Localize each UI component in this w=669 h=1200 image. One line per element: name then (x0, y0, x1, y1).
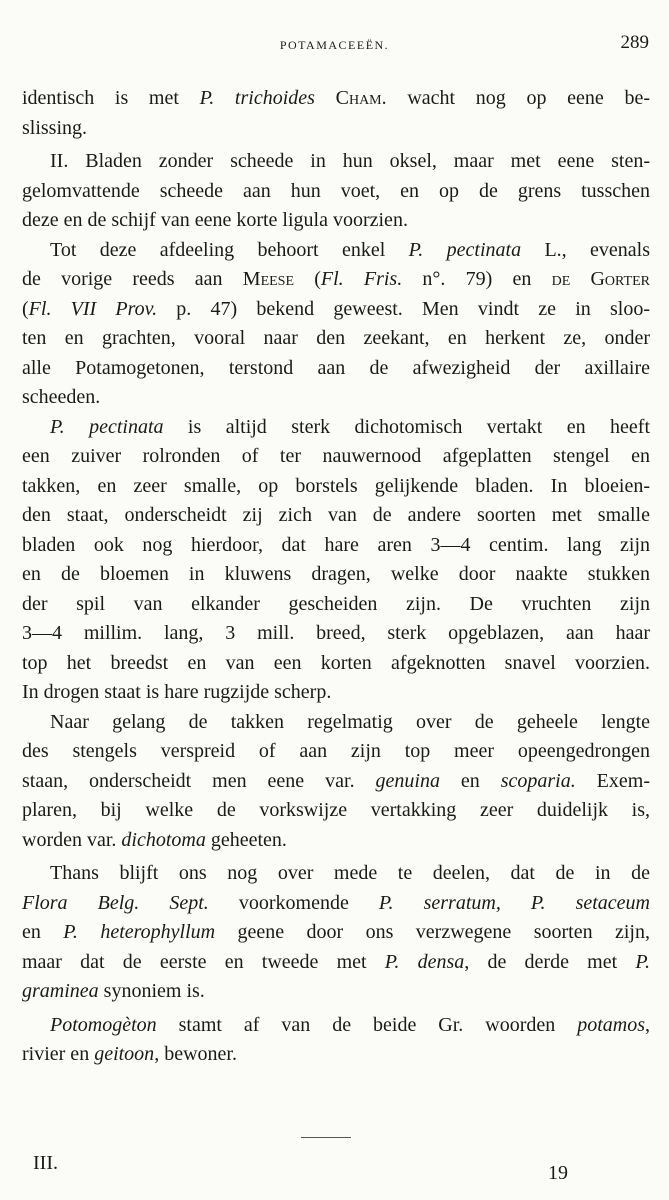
text-line: Potomogèton stamt af van de beide Gr. woorden potamos, (50, 1013, 650, 1036)
text-line: de vorige reeds aan Meese (Fl. Fris. n°. 79) en de Gorter (22, 268, 650, 290)
text-line: rivier en geitoon, bewoner. (22, 1043, 237, 1065)
text-line: 3—4 millim. lang, 3 mill. breed, sterk opgeblazen, aan haar (22, 622, 650, 644)
page-number: 289 (620, 32, 649, 53)
text-line: Thans blijft ons nog over mede te deelen, dat de in de (50, 862, 650, 884)
text-line: P. pectinata is altijd sterk dichotomisch vertakt en heeft (50, 415, 650, 438)
text-line: maar dat de eerste en tweede met P. densa, de derde met P. (22, 950, 650, 973)
text-line: plaren, bij welke de vorkswijze vertakking zeer duidelijk is, (22, 799, 650, 821)
gathering-number: 19 (548, 1162, 568, 1184)
text-line: ten en grachten, vooral naar den zeekant, en herkent ze, onder (22, 327, 650, 349)
text-line: II. Bladen zonder scheede in hun oksel, maar met eene sten- (50, 150, 650, 172)
text-line: deze en de schijf van eene korte ligula voorzien. (22, 209, 408, 231)
text-line: Tot deze afdeeling behoort enkel P. pectinata L., evenals (50, 238, 651, 261)
text-line: staan, onderscheidt men eene var. genuina en scoparia. Exem- (22, 769, 650, 792)
text-line: graminea synoniem is. (22, 980, 205, 1002)
text-line: In drogen staat is hare rugzijde scherp. (22, 681, 332, 703)
body-text (22, 84, 650, 1070)
text-line: slissing. (22, 116, 88, 139)
text-line: der spil van elkander gescheiden zijn. De vruchten zijn (22, 592, 650, 615)
text-line: des stengels verspreid of aan zijn top meer opeengedrongen (22, 740, 650, 762)
text-line: den staat, onderscheidt zij zich van de andere soorten met smalle (22, 504, 650, 526)
text-line: en P. heterophyllum geene door ons verzwegene soorten zijn, (22, 921, 650, 943)
text-line: Flora Belg. Sept. voorkomende P. serratum, P. setaceum (22, 891, 651, 914)
text-line: Naar gelang de takken regelmatig over de geheele lengte (50, 710, 650, 733)
text-line: alle Potamogetonen, terstond aan de afwezigheid der axillaire (22, 356, 650, 379)
section-rule (301, 1137, 351, 1138)
text-line: bladen ook nog hierdoor, dat hare aren 3—4 centim. lang zijn (22, 533, 650, 556)
text-line: (Fl. VII Prov. p. 47) bekend geweest. Men vindt ze in sloo- (22, 297, 650, 320)
text-line: top het breedst en van een korten afgeknotten snavel voorzien. (22, 651, 650, 674)
signature-mark: III. (33, 1152, 58, 1174)
text-line: een zuiver rolronden of ter nauwernood afgeplatten stengel en (22, 445, 650, 467)
text-line: worden var. dichotoma geheeten. (22, 828, 287, 851)
text-line: gelomvattende scheede aan hun voet, en op de grens tusschen (22, 179, 650, 202)
text-line: en de bloemen in kluwens dragen, welke door naakte stukken (22, 563, 650, 585)
text-line: takken, en zeer smalle, op borstels gelijkende bladen. In bloeien- (22, 474, 650, 497)
text-line: scheeden. (22, 386, 101, 408)
text-line: identisch is met P. trichoides Cham. wacht nog op eene be- (22, 87, 650, 109)
running-title: POTAMACEEËN. (279, 38, 390, 52)
